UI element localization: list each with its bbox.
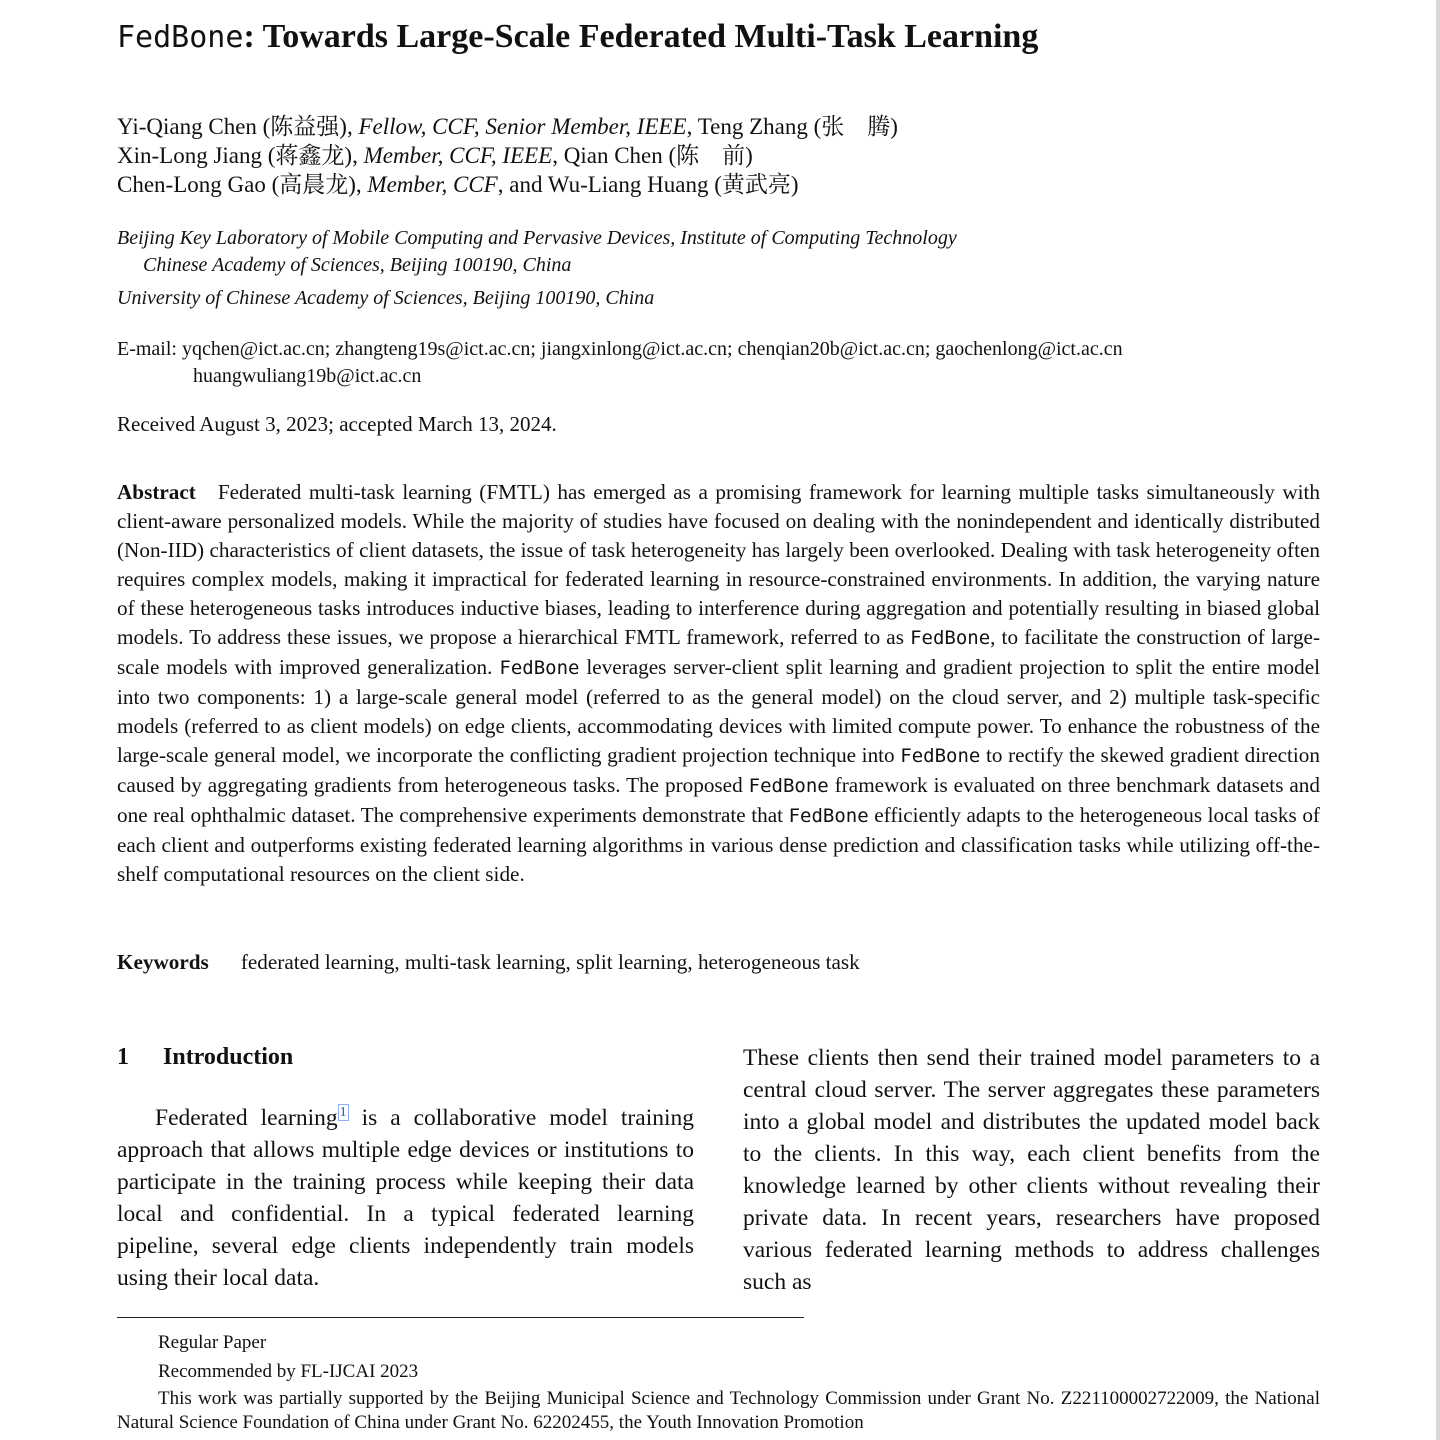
affiliation-line-3: University of Chinese Academy of Sciences, Beijing 100190, China bbox=[117, 287, 655, 309]
author-role: Member, CCF, IEEE bbox=[363, 143, 553, 168]
abstract-text: leverages server-client split learning and gradient projection to split the entire model into two components: 1) a large-scale general model (referred to as the general model) on the cloud server, and 2) multiple task-specific models (referred to as client models) on edge clients, accommodating devices with limited compute power. To enhance the robustness of the large-scale general model, we incorporate the conflicting gradient projection technique into bbox=[117, 655, 1320, 767]
author-role: Fellow, CCF, Senior Member, IEEE bbox=[358, 114, 687, 139]
footnote-paper-type: Regular Paper bbox=[158, 1332, 267, 1353]
footnote-rule bbox=[117, 1317, 804, 1318]
abstract-text: framework is evaluated on three benchmark datasets and one real ophthalmic dataset. The comprehensive experiments demonstrate that bbox=[117, 773, 1320, 827]
section-heading bbox=[117, 1044, 293, 1071]
abstract-text: to rectify the skewed gradient direction caused by aggregating gradients from heterogeneous tasks. The proposed bbox=[117, 743, 1320, 797]
email-line-1: E-mail: yqchen@ict.ac.cn; zhangteng19s@ict.ac.cn; jiangxinlong@ict.ac.cn; chenqian20b@ict.ac.cn; gaochenlong@ict.ac.cn bbox=[117, 338, 1123, 360]
section-number: 1 bbox=[117, 1044, 129, 1070]
author-name: Yi-Qiang Chen (陈益强), bbox=[117, 114, 359, 139]
abstract-text: Federated multi-task learning (FMTL) has emerged as a promising framework for learning multiple tasks simultaneously with client-aware personalized models. While the majority of studies have focused on dealing with the nonindependent and identically distributed (Non-IID) characteristics of client datasets, the issue of task heterogeneity has largely been overlooked. Dealing with task heterogeneity often requires complex models, making it impractical for federated learning in resource-constrained environments. In addition, the varying nature of these heterogeneous tasks introduces inductive biases, leading to interference during aggregation and potentially resulting in biased global models. To address these issues, we propose a hierarchical FMTL framework, referred to as bbox=[117, 480, 1320, 649]
abstract-text: , to facilitate the construction of large-scale models with improved generalization. bbox=[117, 625, 1320, 679]
body-text: Federated learning bbox=[155, 1105, 338, 1131]
page-edge-shadow bbox=[1436, 0, 1440, 1440]
keywords-text: federated learning, multi-task learning, split learning, heterogeneous task bbox=[240, 950, 860, 974]
citation-link[interactable]: 1 bbox=[339, 1105, 347, 1120]
abstract-label: Abstract bbox=[117, 480, 196, 504]
abstract bbox=[117, 478, 1320, 889]
paper-title bbox=[117, 18, 1038, 56]
abstract-code: FedBone bbox=[900, 745, 981, 767]
author-name: , and Wu-Liang Huang (黄武亮) bbox=[497, 172, 799, 197]
footnote-funding: This work was partially supported by the Beijing Municipal Science and Technology Commission under Grant No. Z221100002722009, the National Natural Science Foundation of China under Grant No. 62202455, the Youth Innovation Promotion bbox=[117, 1388, 1320, 1433]
abstract-text: efficiently adapts to the heterogeneous local tasks of each client and outperforms existing federated learning algorithms in various dense prediction and classification tasks while utilizing off-the-shelf computational resources on the client side. bbox=[117, 803, 1320, 886]
email-line-2: huangwuliang19b@ict.ac.cn bbox=[193, 365, 422, 387]
affiliation-line-2: Chinese Academy of Sciences, Beijing 100190, China bbox=[143, 254, 572, 276]
title-text: : Towards Large-Scale Federated Multi-Task Learning bbox=[243, 18, 1039, 55]
received-date: Received August 3, 2023; accepted March 13, 2024. bbox=[117, 412, 557, 436]
intro-right-column: These clients then send their trained model parameters to a central cloud server. The server aggregates these parameters into a global model and distributes the updated model back to the clients. In this way, each client benefits from the knowledge learned by other clients without revealing their private data. In recent years, researchers have proposed various federated learning methods to address challenges such as bbox=[743, 1045, 1320, 1295]
author-role: Member, CCF bbox=[367, 172, 498, 197]
keywords-label: Keywords bbox=[117, 950, 209, 974]
affiliation-line-1: Beijing Key Laboratory of Mobile Computing and Pervasive Devices, Institute of Computing Technology bbox=[117, 227, 957, 249]
body-text: is a collaborative model training approach that allows multiple edge devices or institutions to participate in the training process while keeping their data local and confidential. In a typical federated learning pipeline, several edge clients independently train models using their local data. bbox=[117, 1105, 695, 1291]
section-title: Introduction bbox=[163, 1044, 294, 1070]
abstract-code: FedBone bbox=[748, 775, 829, 797]
abstract-code: FedBone bbox=[910, 627, 991, 649]
title-code: FedBone bbox=[117, 20, 244, 55]
author-line-3 bbox=[117, 166, 799, 199]
intro-left-column bbox=[117, 1102, 694, 1294]
abstract-code: FedBone bbox=[499, 657, 580, 679]
author-name: Chen-Long Gao (高晨龙), bbox=[117, 172, 368, 197]
email-block bbox=[117, 336, 1123, 390]
abstract-code: FedBone bbox=[788, 805, 869, 827]
footnote-recommended: Recommended by FL-IJCAI 2023 bbox=[158, 1361, 419, 1382]
author-name: , Teng Zhang (张 腾) bbox=[686, 114, 898, 139]
keywords bbox=[117, 950, 860, 975]
author-name: Xin-Long Jiang (蒋鑫龙), bbox=[117, 143, 364, 168]
author-name: , Qian Chen (陈 前) bbox=[552, 143, 753, 168]
